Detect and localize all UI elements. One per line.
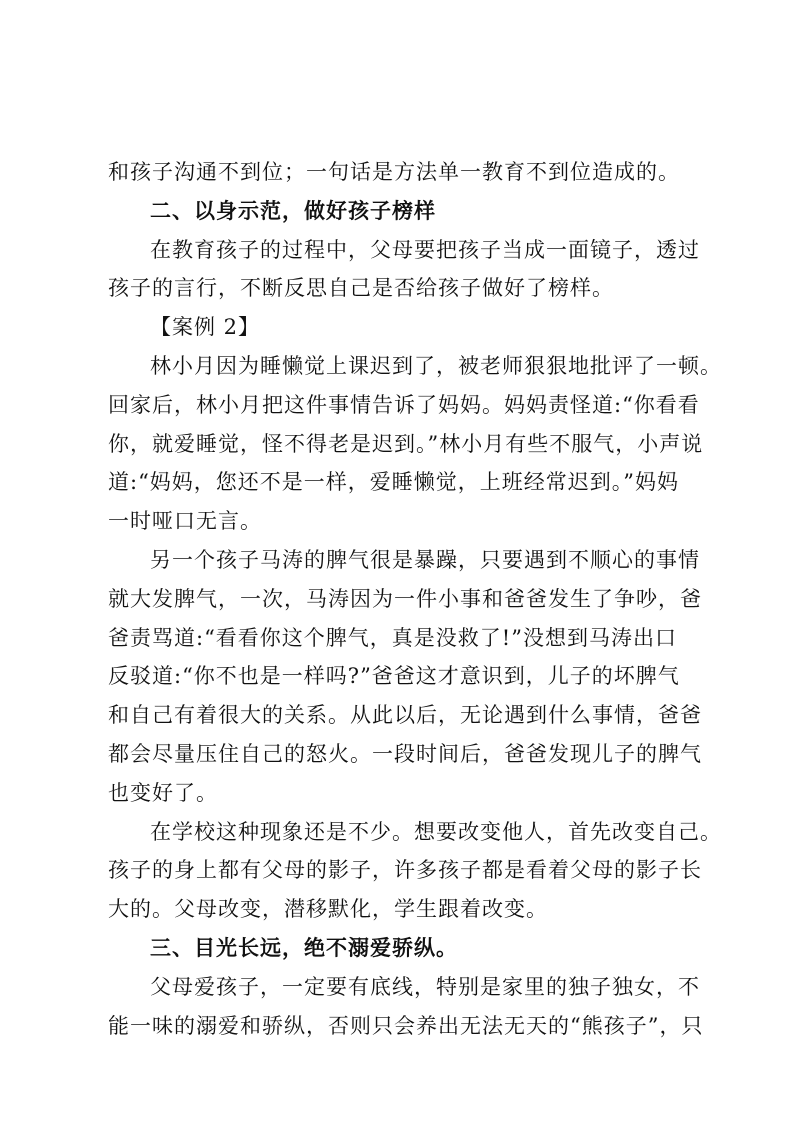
text-line: 都会尽量压住自己的怒火。一段时间后，爸爸发现儿子的脾气: [108, 741, 702, 766]
text-line: 在教育孩子的过程中，父母要把孩子当成一面镜子，透过: [150, 237, 700, 262]
text-line: 也变好了。: [108, 780, 218, 805]
text-line: 反驳道:“你不也是一样吗?”爸爸这才意识到，儿子的坏脾气: [108, 664, 680, 689]
text-line: 和孩子沟通不到位；一句话是方法单一教育不到位造成的。: [108, 160, 680, 184]
text-line: 回家后，林小月把这件事情告诉了妈妈。妈妈责怪道:“你看看: [108, 392, 700, 417]
text-line: 大的。父母改变，潜移默化，学生跟着改变。: [108, 897, 548, 922]
text-line: 【案例 2】: [150, 315, 261, 340]
document-page: [108, 153, 722, 1045]
section-heading: 三、目光长远，绝不溺爱骄纵。: [150, 935, 458, 960]
text-line: 另一个孩子马涛的脾气很是暴躁，只要遇到不顺心的事情: [150, 547, 700, 572]
text-line: 爸责骂道:“看看你这个脾气，真是没救了!”没想到马涛出口: [108, 625, 677, 650]
text-line: 能一味的溺爱和骄纵，否则只会养出无法无天的“熊孩子”，只: [108, 1013, 704, 1038]
text-line: 道:“妈妈，您还不是一样，爱睡懒觉，上班经常迟到。”妈妈: [108, 470, 680, 495]
text-line: 孩子的言行，不断反思自己是否给孩子做好了榜样。: [108, 276, 614, 301]
text-line: 一时哑口无言。: [108, 509, 262, 534]
text-line: 就大发脾气，一次，马涛因为一件小事和爸爸发生了争吵，爸: [108, 586, 702, 611]
text-line: 父母爱孩子，一定要有底线，特别是家里的独子独女，不: [150, 974, 700, 999]
text-line: 和自己有着很大的关系。从此以后，无论遇到什么事情，爸爸: [108, 703, 702, 728]
text-line: 孩子的身上都有父母的影子，许多孩子都是看着父母的影子长: [108, 858, 702, 883]
text-line: 你，就爱睡觉，怪不得老是迟到。”林小月有些不服气，小声说: [108, 431, 704, 456]
text-line: 在学校这种现象还是不少。想要改变他人，首先改变自己。: [150, 819, 722, 844]
text-line: 林小月因为睡懒觉上课迟到了，被老师狠狠地批评了一顿。: [150, 353, 722, 378]
section-heading: 二、以身示范，做好孩子榜样: [150, 198, 436, 223]
